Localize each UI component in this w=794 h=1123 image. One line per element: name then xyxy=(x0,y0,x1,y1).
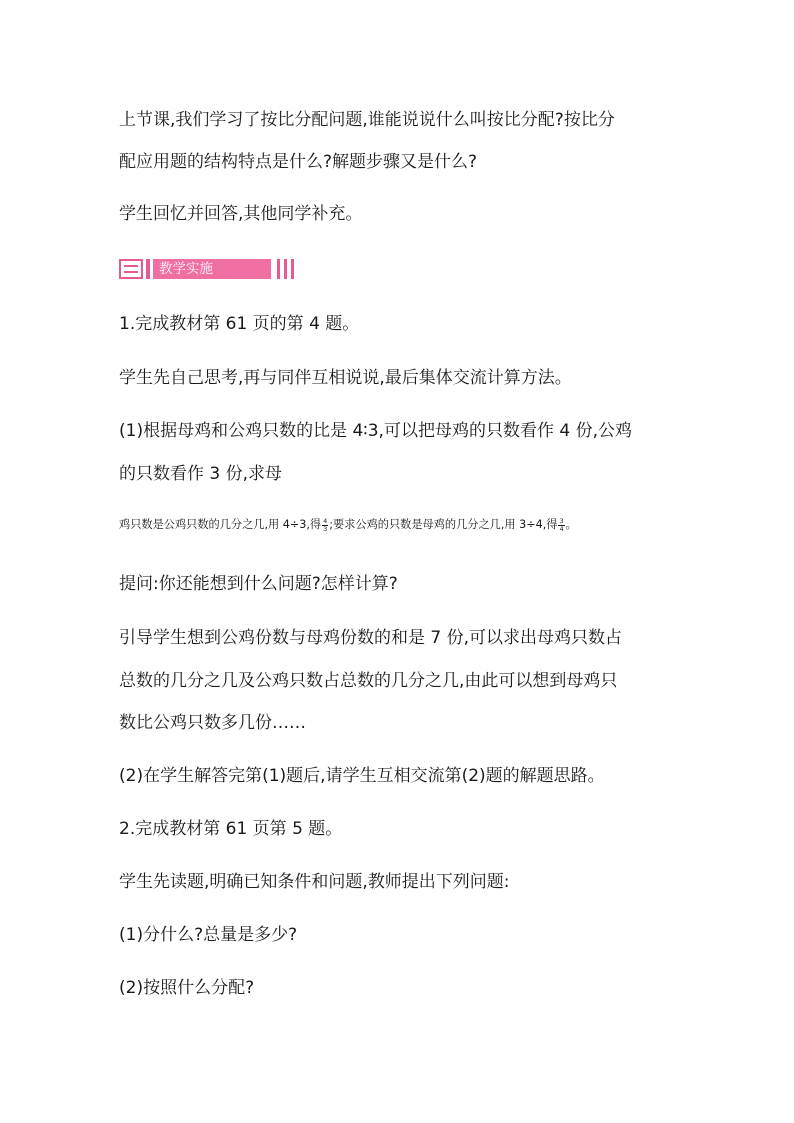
fraction-denominator: 3 xyxy=(323,524,328,533)
intro-line-2: 配应用题的结构特点是什么?解题步骤又是什么? xyxy=(119,152,478,172)
small-print-line xyxy=(119,515,709,535)
section-number-box xyxy=(119,259,143,279)
task-1: 1.完成教材第 61 页的第 4 题。 xyxy=(119,314,360,334)
fraction-denominator: 4 xyxy=(559,524,564,533)
small-text-a: 鸡只数是公鸡只数的几分之几,用 4÷3,得 xyxy=(119,518,322,531)
intro-line-1: 上节课,我们学习了按比分配问题,谁能说说什么叫按比分配?按比分 xyxy=(119,110,615,130)
small-text-b: ;要求公鸡的只数是母鸡的几分之几,用 3÷4,得 xyxy=(329,518,558,531)
task-2: 2.完成教材第 61 页第 5 题。 xyxy=(119,819,343,839)
banner-stripes xyxy=(277,259,298,279)
item-1-line-1: (1)根据母鸡和公鸡只数的比是 4∶3,可以把母鸡的只数看作 4 份,公鸡 xyxy=(119,421,632,441)
question: 提问:你还能想到什么问题?怎样计算? xyxy=(119,574,398,594)
fraction-4-3 xyxy=(322,518,328,532)
guide-line-3: 数比公鸡只数多几份…… xyxy=(119,713,306,733)
fraction-numerator: 4 xyxy=(323,517,328,525)
section-banner xyxy=(119,259,301,279)
question-1: (1)分什么?总量是多少? xyxy=(119,925,298,945)
intro-reply: 学生回忆并回答,其他同学补充。 xyxy=(119,204,363,224)
fraction-3-4 xyxy=(558,518,564,532)
section-number-glyph xyxy=(124,264,138,274)
small-text-c: 。 xyxy=(565,518,577,531)
guide-line-2: 总数的几分之几及公鸡只数占总数的几分之几,由此可以想到母鸡只 xyxy=(119,671,618,691)
question-2: (2)按照什么分配? xyxy=(119,978,255,998)
fraction-numerator: 3 xyxy=(559,517,564,525)
item-1-line-2: 的只数看作 3 份,求母 xyxy=(119,464,283,484)
item-2: (2)在学生解答完第(1)题后,请学生互相交流第(2)题的解题思路。 xyxy=(119,766,605,786)
section-title: 教学实施 xyxy=(153,259,271,279)
task-2-desc: 学生先读题,明确已知条件和问题,教师提出下列问题: xyxy=(119,872,510,892)
guide-line-1: 引导学生想到公鸡份数与母鸡份数的和是 7 份,可以求出母鸡只数占 xyxy=(119,628,623,648)
task-1-desc: 学生先自己思考,再与同伴互相说说,最后集体交流计算方法。 xyxy=(119,368,572,388)
